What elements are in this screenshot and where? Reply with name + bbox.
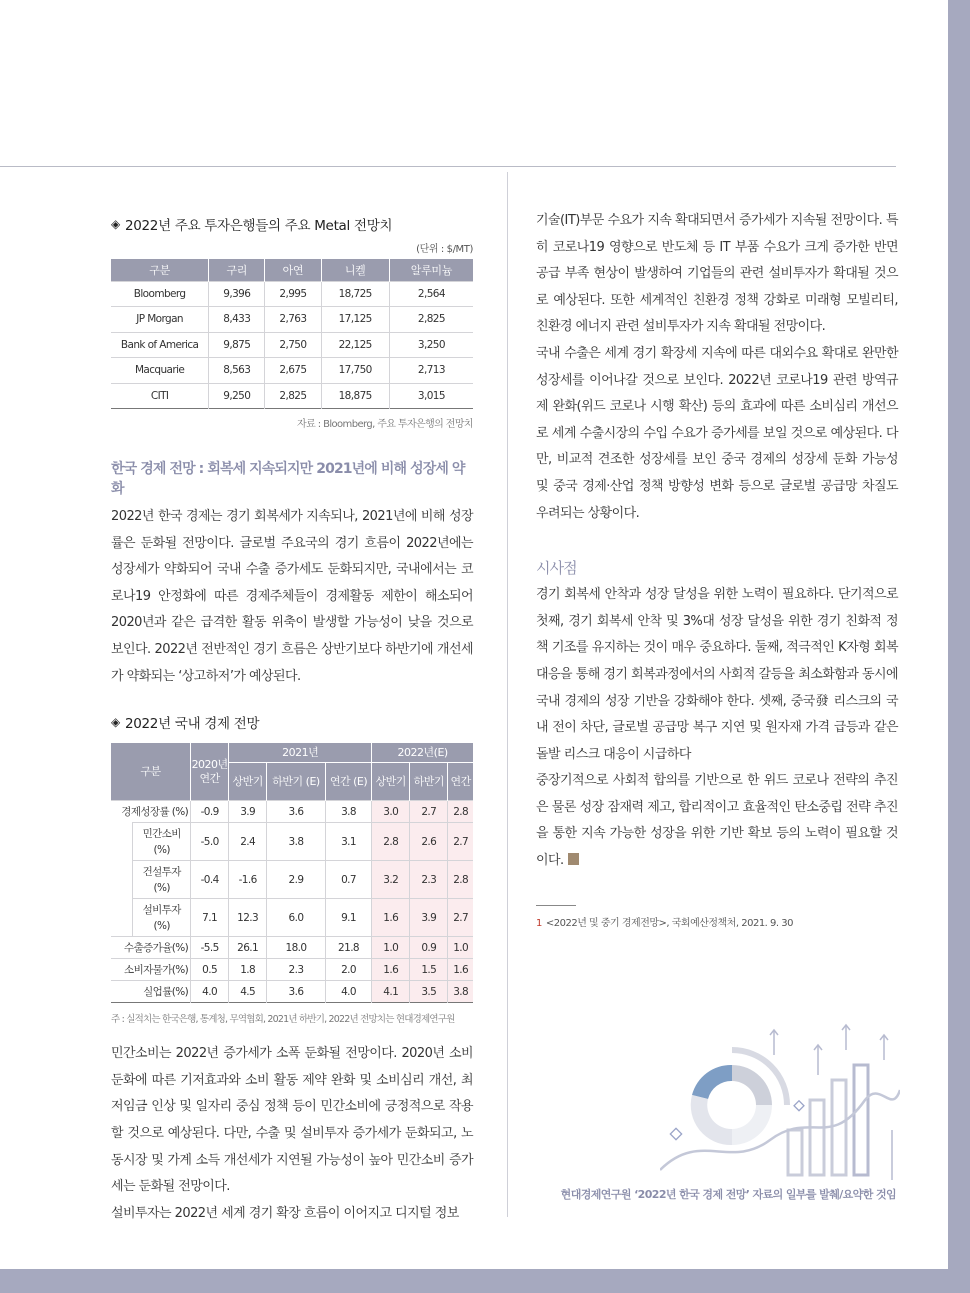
table-row (111, 959, 473, 981)
indent-cell (111, 899, 133, 937)
row-label: Macquarie (111, 358, 209, 384)
table-row (111, 937, 473, 959)
table-row (111, 899, 473, 937)
domestic-economy-table (111, 742, 473, 1003)
table-cell: -0.9 (191, 801, 229, 823)
right-column (536, 214, 898, 929)
header-2022-h1: 상반기 (372, 763, 410, 801)
table-cell: 3.0 (372, 801, 410, 823)
header-2021-h1: 상반기 (229, 763, 267, 801)
table-cell: 3,250 (389, 332, 473, 358)
caption: 현대경제연구원 ‘2022년 한국 경제 전망’ 자료의 일부를 발췌/요약한 것임 (560, 1188, 896, 1201)
table-cell: 3.2 (372, 861, 410, 899)
table-cell: 21.8 (325, 937, 371, 959)
table-cell: 1.0 (448, 937, 473, 959)
table-row (111, 981, 473, 1003)
table-row (111, 823, 473, 861)
end-mark-icon (568, 853, 579, 865)
bar-chart-icon (788, 1065, 868, 1175)
metal-table-header-row (111, 259, 473, 281)
decorative-chart-illustration (660, 1020, 900, 1185)
row-label: CITI (111, 383, 209, 409)
table-cell: 9.1 (325, 899, 371, 937)
right-paragraph-1: 기술(IT)부문 수요가 지속 확대되면서 증가세가 지속될 전망이다. 특히 코로나19 영향으로 반도체 등 IT 부품 수요가 크게 증가한 반면 공급 부족 현상이 발생하여 기업들의 관련 설비투자가 확대될 것으로 예상된다. 또한 세계적인 친환경 정책 강화로 미래형 모빌리티, 친환경 에너지 관련 설비투자가 지속 확대될 전망이다. (536, 213, 898, 335)
metal-forecast-table (111, 259, 473, 409)
table-cell: 4.5 (229, 981, 267, 1003)
table-cell: 18,875 (321, 383, 389, 409)
indent-cell (111, 861, 133, 899)
footnote-rule (536, 905, 576, 906)
table-cell: 18.0 (267, 937, 326, 959)
table-row (111, 281, 473, 307)
row-label: 설비투자 (%) (133, 899, 191, 937)
table-cell: 4.0 (191, 981, 229, 1003)
table-cell: 3.6 (267, 981, 326, 1003)
indent-cell (111, 823, 133, 861)
diamond-shape-icon (794, 1101, 804, 1111)
table-cell: -1.6 (229, 861, 267, 899)
table-cell: 1.0 (372, 937, 410, 959)
header-2021: 2021년 (229, 743, 372, 763)
table-cell: 2,675 (265, 358, 321, 384)
table-cell: 26.1 (229, 937, 267, 959)
table-cell: 2.6 (410, 823, 448, 861)
table-cell: 3.8 (325, 801, 371, 823)
table-cell: 17,750 (321, 358, 389, 384)
table-cell: -5.5 (191, 937, 229, 959)
table-cell: 2.7 (410, 801, 448, 823)
left-bottom-paragraph-1: 민간소비는 2022년 증가세가 소폭 둔화될 전망이다. 2020년 소비 둔화에 따른 기저효과와 소비 활동 제약 완화 및 소비심리 개선, 최저임금 인상 및 일자리 중심 정책 등이 민간소비에 긍정적으로 작용할 것으로 예상된다. 다만, 수출 및 설비투자 증가세가 둔화되고, 노동시장 및 가계 소득 개선세가 지연될 가능성이 높아 민간소비 증가세는 둔화될 전망이다. (111, 1046, 473, 1195)
row-label: 실업률(%) (111, 981, 191, 1003)
table-cell: 4.1 (372, 981, 410, 1003)
table-cell: 1.5 (410, 959, 448, 981)
table-cell: 3.8 (448, 981, 473, 1003)
table-cell: 9,250 (209, 383, 265, 409)
right-paragraph-2: 국내 수출은 세계 경기 확장세 지속에 따른 대외수요 확대로 완만한 성장세를 이어나갈 것으로 보인다. 2022년 코로나19 관련 방역규제 완화(위드 코로나 시행 확산) 등의 효과에 따른 소비심리 개선으로 세계 수출시장의 수입 수요가 증가세를 보일 것으로 예상된다. 다만, 비교적 견조한 성장세를 보인 중국 경제의 성장세 둔화 가능성 및 중국 경제·산업 정책 방향성 변화 등으로 글로벌 공급망 차질도 우려되는 상황이다. (536, 345, 898, 521)
table-cell: 2.0 (325, 959, 371, 981)
table-row (111, 383, 473, 409)
table-cell: 2.7 (448, 823, 473, 861)
table-cell: 1.8 (229, 959, 267, 981)
header-zinc: 아연 (265, 259, 321, 281)
header-aluminum: 알루미늄 (389, 259, 473, 281)
table-cell: 3,015 (389, 383, 473, 409)
diamond-shape-icon (670, 1128, 681, 1139)
table-cell: 2.9 (267, 861, 326, 899)
table-cell: 0.5 (191, 959, 229, 981)
table-cell: 2,750 (265, 332, 321, 358)
bottom-bar (0, 1269, 970, 1293)
table-cell: 2,564 (389, 281, 473, 307)
diamond-bullet-icon: ◈ (111, 715, 120, 730)
arrow-up-icons (770, 1025, 888, 1075)
left-bottom-paragraph-2: 설비투자는 2022년 세계 경기 확장 흐름이 이어지고 디지털 정보 (111, 1205, 459, 1221)
row-label: 경제성장률 (%) (111, 801, 191, 823)
metal-table-source: 자료 : Bloomberg, 주요 투자은행의 전망치 (297, 419, 473, 430)
diamond-bullet-icon: ◈ (111, 217, 120, 231)
table-cell: 18,725 (321, 281, 389, 307)
table-cell: 8,563 (209, 358, 265, 384)
table-cell: 0.9 (410, 937, 448, 959)
table-cell: 1.6 (372, 899, 410, 937)
table-cell: 2.8 (448, 801, 473, 823)
metal-table-unit: (단위 : $/MT) (416, 244, 473, 255)
table-cell: 3.1 (325, 823, 371, 861)
table-cell: 4.0 (325, 981, 371, 1003)
table-cell: 2,825 (389, 307, 473, 333)
table-cell: 9,396 (209, 281, 265, 307)
row-label: Bloomberg (111, 281, 209, 307)
table-cell: 3.8 (267, 823, 326, 861)
table-row (111, 861, 473, 899)
header-2021-year: 연간 (E) (325, 763, 371, 801)
table-cell: 3.5 (410, 981, 448, 1003)
header-gubun: 구분 (111, 259, 209, 281)
table-cell: 2,763 (265, 307, 321, 333)
header-nickel: 니켈 (321, 259, 389, 281)
right-paragraph-4: 중장기적으로 사회적 합의를 기반으로 한 위드 코로나 전략의 추진은 물론 성장 잠재력 제고, 합리적이고 효율적인 탄소중립 전략 추진을 통한 지속 가능한 성장을 위한 기반 확보 등의 노력이 필요할 것이다. (536, 773, 898, 869)
econ-table-source: 주 : 실적치는 한국은행, 통계청, 무역협회, 2021년 하반기, 2022년 전망치는 현대경제연구원 (111, 1014, 455, 1026)
donut-chart-icon (691, 1050, 787, 1145)
header-copper: 구리 (209, 259, 265, 281)
korea-outlook-paragraph: 2022년 한국 경제는 경기 회복세가 지속되나, 2021년에 비해 성장률은 둔화될 전망이다. 글로벌 주요국의 경기 흐름이 2022년에는 성장세가 약화되어 국내 수출 증가세도 둔화되지만, 국내에서는 코로나19 안정화에 따른 경제주체들이 경제활동 제한이 해소되어 2020년과 같은 급격한 활동 위축이 발생할 가능성이 낮을 것으로 보인다. 2022년 전반적인 경기 흐름은 상반기보다 하반기에 개선세가 약화되는 ‘상고하저’가 예상된다. (111, 509, 473, 684)
table-cell: 22,125 (321, 332, 389, 358)
header-gubun: 구분 (111, 743, 191, 801)
header-2022-h2: 하반기 (410, 763, 448, 801)
row-label: 건설투자 (%) (133, 861, 191, 899)
table-cell: 2.3 (410, 861, 448, 899)
table-cell: 3.6 (267, 801, 326, 823)
table-cell: 2.3 (267, 959, 326, 981)
table-row (111, 307, 473, 333)
table-cell: 17,125 (321, 307, 389, 333)
table-cell: 1.6 (448, 959, 473, 981)
table-cell: -0.4 (191, 861, 229, 899)
row-label: 민간소비 (%) (133, 823, 191, 861)
row-label: Bank of America (111, 332, 209, 358)
table-cell: 9,875 (209, 332, 265, 358)
metal-table-title: ◈ 2022년 주요 투자은행들의 주요 Metal 전망치 (111, 217, 393, 234)
right-side-bar (948, 0, 970, 1293)
section-heading-implications: 시사점 (536, 559, 577, 578)
table-cell: 2,713 (389, 358, 473, 384)
table-cell: 2.8 (448, 861, 473, 899)
header-2020: 2020년 연간 (191, 743, 229, 801)
table-cell: 0.7 (325, 861, 371, 899)
econ-table-title: ◈ 2022년 국내 경제 전망 (111, 715, 260, 733)
table-cell: 2,995 (265, 281, 321, 307)
table-row (111, 801, 473, 823)
table-cell: 2,825 (265, 383, 321, 409)
table-row (111, 358, 473, 384)
table-cell: 2.7 (448, 899, 473, 937)
left-column (111, 214, 473, 1227)
table-cell: 3.9 (229, 801, 267, 823)
row-label: 수출증가율(%) (111, 937, 191, 959)
table-cell: 2.4 (229, 823, 267, 861)
header-2022-year: 연간 (448, 763, 473, 801)
table-cell: 6.0 (267, 899, 326, 937)
table-cell: 1.6 (372, 959, 410, 981)
header-2021-h2: 하반기 (E) (267, 763, 326, 801)
header-2022: 2022년(E) (372, 743, 473, 763)
right-paragraph-3: 경기 회복세 안착과 성장 달성을 위한 노력이 필요하다. 단기적으로 첫째, 경기 회복세 안착 및 3%대 성장 달성을 위한 경기 친화적 정책 기조를 유지하는 것이 매우 중요하다. 둘째, 적극적인 K자형 회복 대응을 통해 경기 회복과정에서의 사회적 갈등을 최소화함과 동시에 국내 경제의 성장 기반을 강화해야 한다. 셋째, 중국發 리스크의 국내 전이 차단, 글로벌 공급망 복구 지연 및 원자재 가격 급등과 같은 돌발 리스크 대응이 시급하다 (536, 587, 898, 762)
table-cell: 8,433 (209, 307, 265, 333)
top-rule (0, 166, 896, 167)
table-cell: 12.3 (229, 899, 267, 937)
table-cell: -5.0 (191, 823, 229, 861)
row-label: 소비자물가(%) (111, 959, 191, 981)
row-label: JP Morgan (111, 307, 209, 333)
table-cell: 3.9 (410, 899, 448, 937)
table-row (111, 332, 473, 358)
column-divider (507, 172, 508, 1217)
table-cell: 2.8 (372, 823, 410, 861)
section-heading-korea-outlook: 한국 경제 전망 : 회복세 지속되지만 2021년에 비해 성장세 약화 (111, 461, 465, 497)
table-cell: 7.1 (191, 899, 229, 937)
footnote: 1 <2022년 및 중기 경제전망>, 국회예산정책처, 2021. 9. 30 (536, 917, 793, 929)
